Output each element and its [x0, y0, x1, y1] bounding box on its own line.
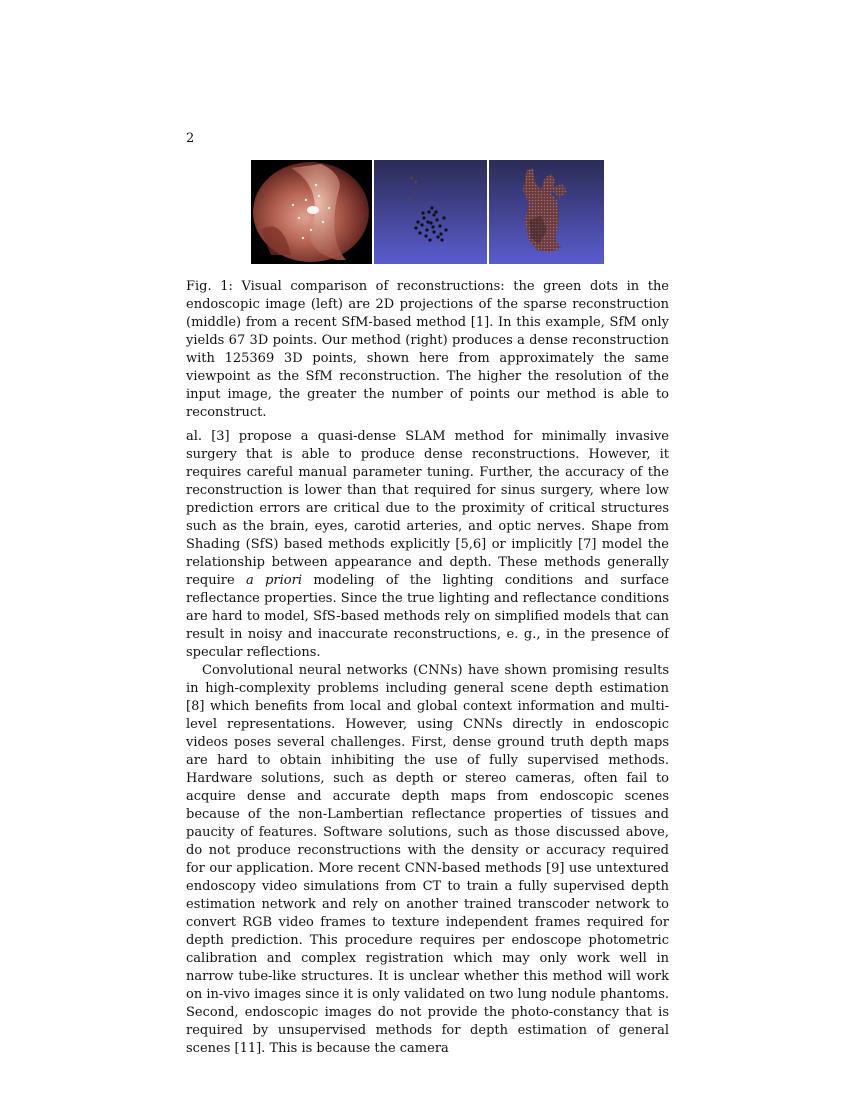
body-text — [186, 428, 669, 1058]
paragraph-1 — [186, 428, 669, 662]
figure-1 — [251, 160, 604, 264]
caption-text: Visual comparison of reconstructions: the green dots in the endoscopic image (left) are 2D projections of the sparse reconstruction (middle) from a recent SfM-based method [1]. In this example, SfM only yields 67 3D points. Our method (right) produces a dense reconstruction with 125369 3D points, shown here from approximately the same viewpoint as the SfM reconstruction. The higher the resolution of the input image, the greater the number of points our method is able to reconstruct. — [186, 279, 670, 420]
paragraph-1-segment-3: modeling of the lighting conditions and surface reflectance properties. Since the true lighting and reflectance conditions are hard to model, SfS-based methods rely on simplified models that can result in noisy and inaccurate reconstructions, e. g., in the presence of specular reflections. — [186, 573, 669, 660]
paragraph-1-italic-a-priori: a priori — [246, 573, 302, 588]
paragraph-2 — [186, 662, 669, 1058]
caption-label: Fig. 1: — [186, 279, 233, 294]
paragraph-2-segment-1: Convolutional neural networks (CNNs) have shown promising results in high-complexity problems including general scene depth estimation [8] which benefits from local and global context information and multi-level representations. However, using CNNs directly in endoscopic videos poses several challenges. First, dense ground truth depth maps are hard to obtain inhibiting the use of fully supervised methods. Hardware solutions, such as depth or stereo cameras, often fail to acquire dense and accurate depth maps from endoscopic scenes because of the non-Lambertian reflectance properties of tissues and paucity of features. Software solutions, such as those discussed above, do not produce reconstructions with the density or accuracy required for our application. More recent CNN-based methods [9] use untextured endoscopy video simulations from CT to train a fully supervised depth estimation network and rely on another trained transcoder network to convert RGB video frames to texture independent frames required for depth prediction. This procedure requires per endoscope photometric calibration and complex registration which may only work well in narrow tube-like structures. It is unclear whether this method will work on in-vivo images since it is only validated on two lung nodule phantoms. Second, endoscopic images do not provide the photo-constancy that is required by unsupervised methods for depth estimation of general scenes [11]. This is because the camera — [186, 663, 669, 1056]
endoscopic-image-panel — [251, 160, 372, 264]
paragraph-1-segment-1: al. [3] propose a quasi-dense SLAM method for minimally invasive surgery that is able to produce dense reconstructions. However, it requires careful manual parameter tuning. Further, the accuracy of the reconstruction is lower than that required for sinus surgery, where low prediction errors are critical due to the proximity of critical structures such as the brain, eyes, carotid arteries, and optic nerves. Shape from Shading (SfS) based methods explicitly [5,6] or implicitly [7] model the relationship between appearance and depth. These methods generally require — [186, 429, 669, 588]
sparse-reconstruction-panel — [374, 160, 487, 264]
figure-caption — [186, 278, 669, 422]
dense-reconstruction-panel — [489, 160, 604, 264]
page-number: 2 — [186, 131, 195, 146]
